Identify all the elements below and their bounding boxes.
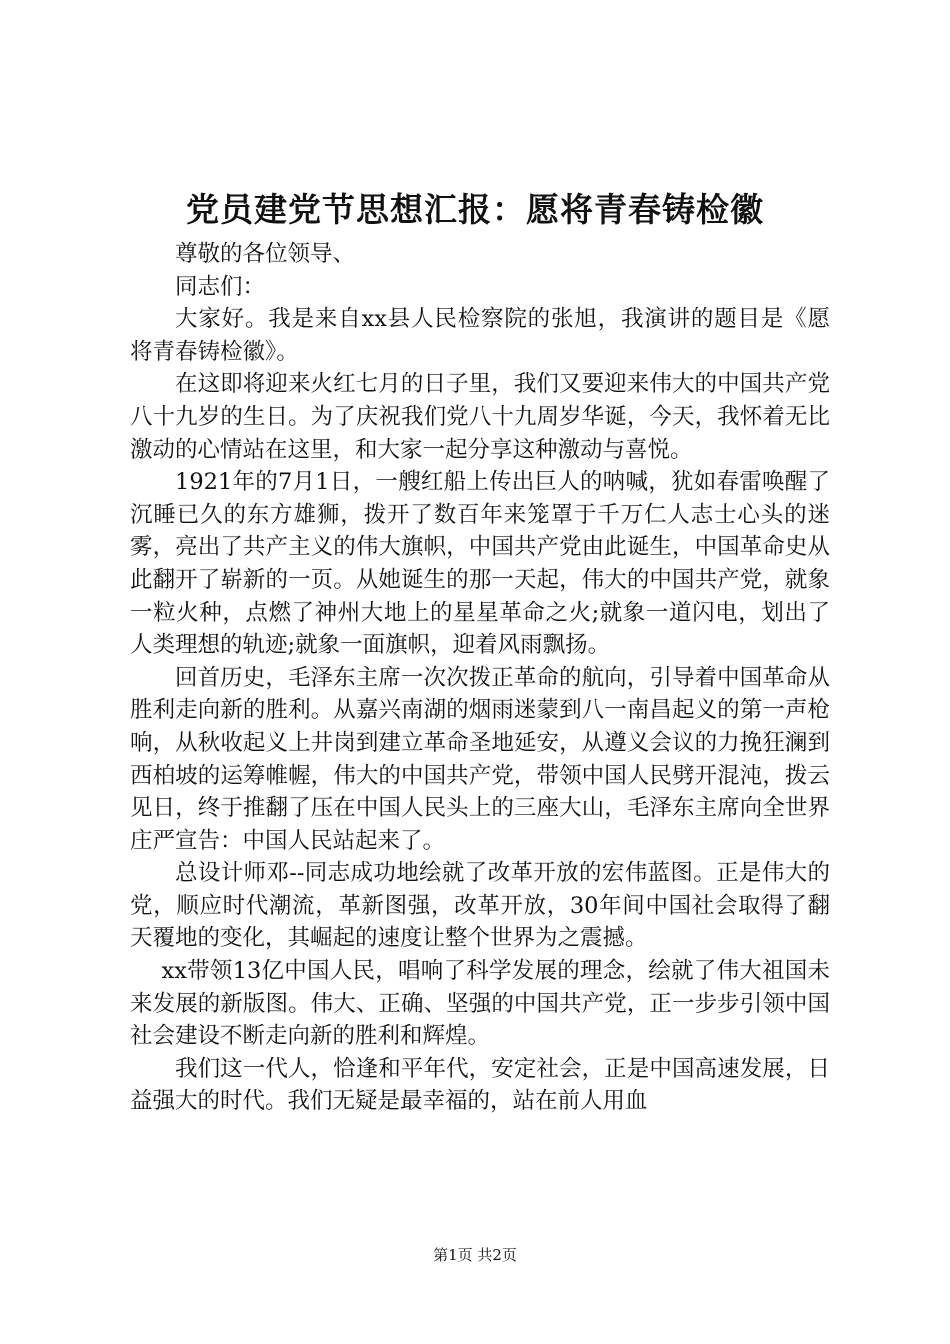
paragraph: 大家好。我是来自xx县人民检察院的张旭，我演讲的题目是《愿将青春铸检徽》。 bbox=[130, 306, 830, 365]
paragraph: 我们这一代人，恰逢和平年代，安定社会，正是中国高速发展，日益强大的时代。我们无疑是最幸福的，站在前人用血 bbox=[130, 1055, 830, 1115]
greeting-line: 同志们： bbox=[175, 273, 266, 300]
greeting-line: 尊敬的各位领导、 bbox=[175, 241, 356, 267]
page-footer: 第1页 共2页 bbox=[433, 1246, 517, 1264]
paragraph: 1921年的7月1日，一艘红船上传出巨人的呐喊，犹如春雷唤醒了沉睡已久的东方雄狮，拨开了数百年来笼罩于千万仁人志士心头的迷雾，亮出了共产主义的伟大旗帜，中国共产党由此诞生，中国革命史从此翻开了崭新的一页。从她诞生的那一天起，伟大的中国共产党，就象一粒火种，点燃了神州大地上的星星革命之火;就象一道闪电，划出了人类理想的轨迹;就象一面旗帜，迎着风雨飘扬。 bbox=[130, 469, 830, 659]
paragraph: 在这即将迎来火红七月的日子里，我们又要迎来伟大的中国共产党八十九岁的生日。为了庆祝我们党八十九周岁华诞，今天，我怀着无比激动的心情站在这里，和大家一起分享这种激动与喜悦。 bbox=[130, 371, 830, 463]
paragraph: xx带领13亿中国人民，唱响了科学发展的理念，绘就了伟大祖国未来发展的新版图。伟大、正确、坚强的中国共产党，正一步步引领中国社会建设不断走向新的胜利和辉煌。 bbox=[130, 958, 830, 1050]
paragraph: 总设计师邓--同志成功地绘就了改革开放的宏伟蓝图。正是伟大的党，顺应时代潮流，革新图强，改革开放，30年间中国社会取得了翻天覆地的变化，其崛起的速度让整个世界为之震撼。 bbox=[130, 860, 830, 952]
document-title: 党员建党节思想汇报：愿将青春铸检徽 bbox=[186, 190, 764, 229]
paragraph: 回首历史，毛泽东主席一次次拨正革命的航向，引导着中国革命从胜利走向新的胜利。从嘉兴南湖的烟雨迷蒙到八一南昌起义的第一声枪响，从秋收起义上井岗到建立革命圣地延安，从遵义会议的力挽狂澜到西柏坡的运筹帷幄，伟大的中国共产党，带领中国人民劈开混沌，拨云见日，终于推翻了压在中国人民头上的三座大山，毛泽东主席向全世界庄严宣告：中国人民站起来了。 bbox=[130, 664, 830, 854]
document-body bbox=[130, 238, 830, 1118]
